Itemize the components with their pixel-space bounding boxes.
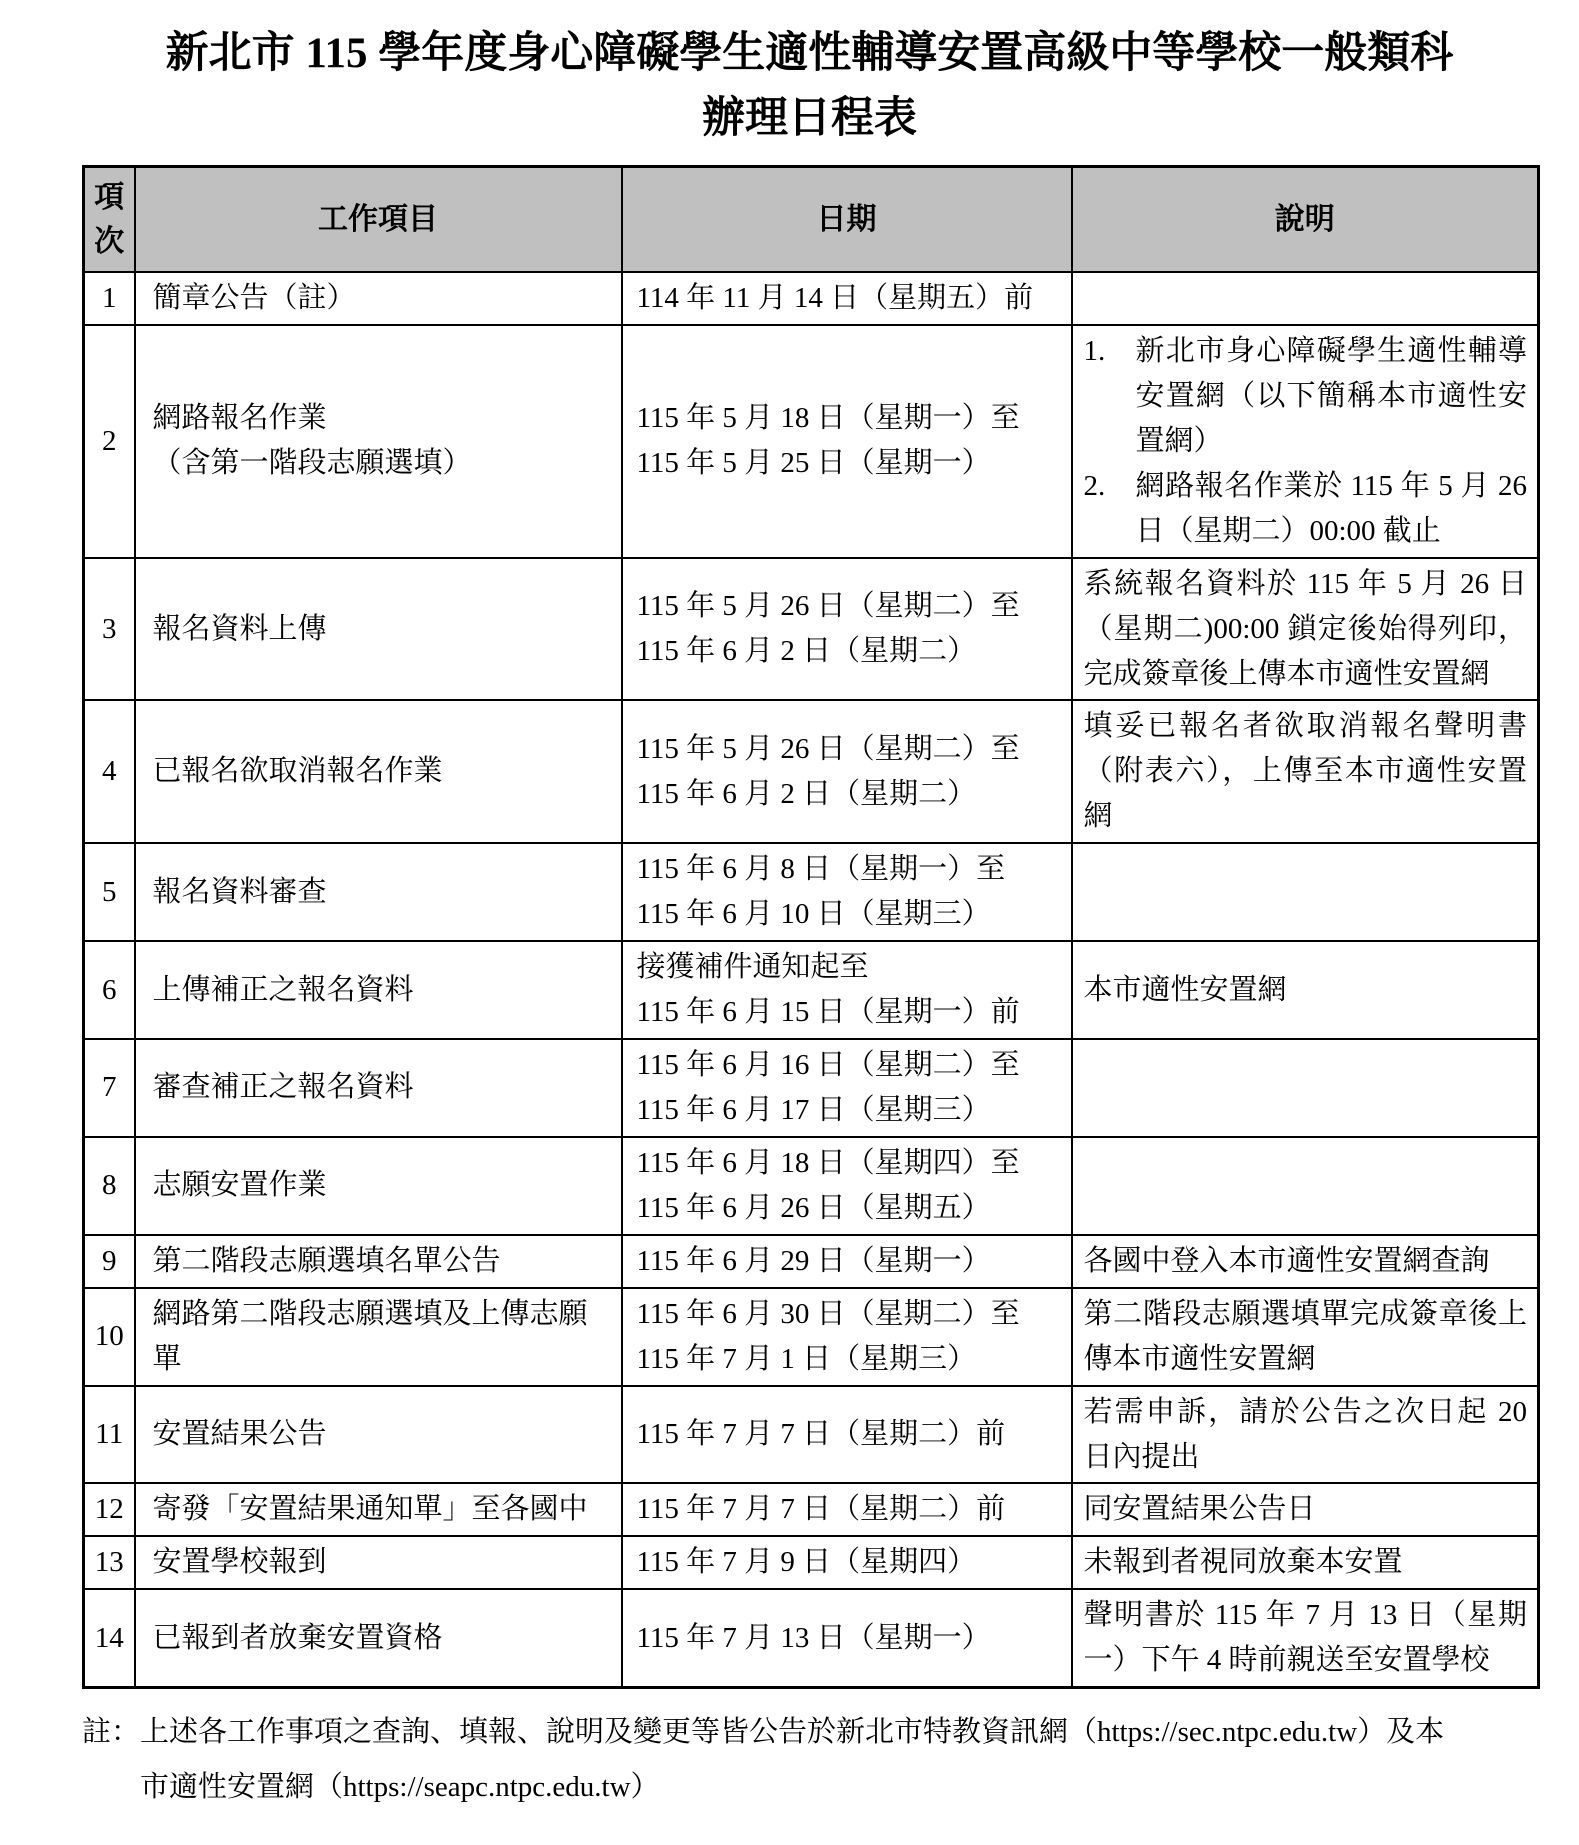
- date-line: 115 年 6 月 17 日（星期三）: [636, 1093, 991, 1126]
- note-cell: [1072, 700, 1539, 843]
- task-line: 已報名欲取消報名作業: [152, 755, 443, 788]
- date-line: 115 年 6 月 10 日（星期三）: [636, 898, 991, 931]
- date-cell: [622, 1386, 1072, 1484]
- table-row: [84, 1483, 1539, 1536]
- task-cell: [135, 1386, 622, 1484]
- table-row: [84, 325, 1539, 558]
- note-item-number: 2.: [1083, 469, 1106, 502]
- note-cell: [1072, 843, 1539, 941]
- task-line: 第二階段志願選填名單公告: [152, 1244, 501, 1277]
- note-cell: [1072, 558, 1539, 701]
- task-cell: [135, 1483, 622, 1536]
- note-cell: [1072, 1039, 1539, 1137]
- row-number-cell: 1: [84, 272, 135, 325]
- task-line: 上傳補正之報名資料: [152, 973, 414, 1006]
- task-cell: [135, 1137, 622, 1235]
- row-number-cell: 2: [84, 325, 135, 558]
- date-cell: [622, 1536, 1072, 1589]
- task-cell: [135, 1235, 622, 1288]
- date-line: 115 年 7 月 1 日（星期三）: [636, 1342, 977, 1375]
- footnote-line2: 市適性安置網（https://seapc.ntpc.edu.tw）: [140, 1771, 660, 1804]
- date-line: 115 年 5 月 25 日（星期一）: [636, 447, 991, 480]
- task-line: 報名資料上傳: [152, 612, 327, 645]
- footnote: [82, 1705, 1537, 1815]
- note-cell: [1072, 1536, 1539, 1589]
- date-line: 115 年 6 月 30 日（星期二）至: [636, 1297, 1020, 1330]
- table-row: [84, 1536, 1539, 1589]
- row-number-cell: 14: [84, 1589, 135, 1687]
- date-cell: [622, 700, 1072, 843]
- row-number-cell: 4: [84, 700, 135, 843]
- task-cell: [135, 1288, 622, 1386]
- date-line: 115 年 6 月 29 日（星期一）: [636, 1244, 991, 1277]
- task-line: 簡章公告（註）: [152, 282, 356, 314]
- table-row: [84, 1288, 1539, 1386]
- note-cell: [1072, 272, 1539, 325]
- table-row: [84, 941, 1539, 1039]
- row-number-cell: 8: [84, 1137, 135, 1235]
- date-cell: [622, 558, 1072, 701]
- note-text: 本市適性安置網: [1083, 973, 1287, 1006]
- row-number-cell: 9: [84, 1235, 135, 1288]
- task-line: 網路第二階段志願選填及上傳志願單: [152, 1297, 588, 1375]
- date-cell: [622, 272, 1072, 325]
- row-number-cell: 11: [84, 1386, 135, 1484]
- date-line: 115 年 6 月 18 日（星期四）至: [636, 1146, 1020, 1179]
- task-line: 已報到者放棄安置資格: [152, 1621, 443, 1654]
- table-row: [84, 558, 1539, 701]
- task-line: 安置結果公告: [152, 1418, 327, 1451]
- row-number-cell: 3: [84, 558, 135, 701]
- note-item-number: 1.: [1083, 334, 1106, 367]
- task-line: （含第一階段志願選填）: [152, 447, 472, 480]
- date-line: 115 年 6 月 8 日（星期一）至: [636, 853, 1006, 886]
- note-text: 若需申訴，請於公告之次日起 20 日內提出: [1083, 1395, 1527, 1473]
- task-cell: [135, 558, 622, 701]
- date-line: 115 年 5 月 26 日（星期二）至: [636, 732, 1020, 765]
- task-cell: [135, 325, 622, 558]
- column-header: 項次: [84, 167, 135, 273]
- schedule-table-body: [84, 272, 1539, 1688]
- table-header-row: [84, 167, 1539, 273]
- document-title-line2: 辦理日程表: [702, 94, 917, 142]
- note-cell: [1072, 941, 1539, 1039]
- task-line: 寄發「安置結果通知單」至各國中: [152, 1493, 588, 1526]
- date-cell: [622, 843, 1072, 941]
- date-cell: [622, 1483, 1072, 1536]
- date-line: 接獲補件通知起至: [636, 951, 869, 984]
- note-text: 第二階段志願選填單完成簽章後上傳本市適性安置網: [1083, 1297, 1527, 1375]
- date-line: 115 年 7 月 7 日（星期二）前: [636, 1418, 1006, 1451]
- note-text: 各國中登入本市適性安置網查詢: [1083, 1244, 1490, 1277]
- note-text: 聲明書於 115 年 7 月 13 日（星期一）下午 4 時前親送至安置學校: [1083, 1599, 1527, 1677]
- row-number-cell: 5: [84, 843, 135, 941]
- date-cell: [622, 1039, 1072, 1137]
- column-header: 日期: [622, 167, 1072, 273]
- task-cell: [135, 1039, 622, 1137]
- note-item-text: 網路報名作業於 115 年 5 月 26 日（星期二）00:00 截止: [1135, 469, 1527, 547]
- note-text: 填妥已報名者欲取消報名聲明書（附表六），上傳至本市適性安置網: [1083, 710, 1527, 833]
- date-cell: [622, 941, 1072, 1039]
- date-line: 115 年 7 月 7 日（星期二）前: [636, 1493, 1006, 1526]
- task-cell: [135, 1589, 622, 1687]
- date-line: 115 年 6 月 15 日（星期一）前: [636, 996, 1020, 1029]
- task-line: 安置學校報到: [152, 1546, 327, 1579]
- document-title: [82, 22, 1537, 151]
- column-header: 說明: [1072, 167, 1539, 273]
- row-number-cell: 6: [84, 941, 135, 1039]
- date-line: 115 年 5 月 26 日（星期二）至: [636, 590, 1020, 623]
- row-number-cell: 7: [84, 1039, 135, 1137]
- note-text: 未報到者視同放棄本安置: [1083, 1546, 1403, 1579]
- task-line: 志願安置作業: [152, 1169, 327, 1202]
- task-cell: [135, 941, 622, 1039]
- note-cell: [1072, 1483, 1539, 1536]
- table-row: [84, 1386, 1539, 1484]
- date-line: 114 年 11 月 14 日（星期五）前: [636, 282, 1034, 314]
- note-item-text: 新北市身心障礙學生適性輔導安置網（以下簡稱本市適性安置網）: [1135, 334, 1527, 457]
- date-line: 115 年 7 月 13 日（星期一）: [636, 1621, 991, 1654]
- row-number-cell: 12: [84, 1483, 135, 1536]
- task-cell: [135, 843, 622, 941]
- row-number-cell: 13: [84, 1536, 135, 1589]
- row-number-cell: 10: [84, 1288, 135, 1386]
- table-row: [84, 843, 1539, 941]
- note-cell: [1072, 1288, 1539, 1386]
- task-cell: [135, 272, 622, 325]
- task-cell: [135, 1536, 622, 1589]
- date-line: 115 年 7 月 9 日（星期四）: [636, 1546, 977, 1579]
- date-line: 115 年 5 月 18 日（星期一）至: [636, 402, 1020, 435]
- note-item: [1084, 329, 1528, 464]
- date-cell: [622, 1288, 1072, 1386]
- table-row: [84, 1039, 1539, 1137]
- date-cell: [622, 1235, 1072, 1288]
- note-text: 同安置結果公告日: [1083, 1493, 1316, 1526]
- note-item: [1084, 464, 1528, 554]
- date-line: 115 年 6 月 2 日（星期二）: [636, 777, 977, 810]
- task-line: 報名資料審查: [152, 875, 327, 908]
- document-title-line1: 新北市 115 學年度身心障礙學生適性輔導安置高級中等學校一般類科: [165, 30, 1454, 77]
- note-cell: [1072, 325, 1539, 558]
- schedule-table: [82, 165, 1540, 1689]
- column-header: 工作項目: [135, 167, 622, 273]
- note-cell: [1072, 1386, 1539, 1484]
- date-cell: [622, 1589, 1072, 1687]
- table-row: [84, 272, 1539, 325]
- note-cell: [1072, 1589, 1539, 1687]
- table-row: [84, 700, 1539, 843]
- task-line: 審查補正之報名資料: [152, 1071, 414, 1104]
- date-line: 115 年 6 月 26 日（星期五）: [636, 1191, 991, 1224]
- date-line: 115 年 6 月 16 日（星期二）至: [636, 1049, 1020, 1081]
- note-cell: [1072, 1137, 1539, 1235]
- table-row: [84, 1589, 1539, 1687]
- table-row: [84, 1235, 1539, 1288]
- date-cell: [622, 325, 1072, 558]
- task-cell: [135, 700, 622, 843]
- note-cell: [1072, 1235, 1539, 1288]
- note-text: 系統報名資料於 115 年 5 月 26 日（星期二)00:00 鎖定後始得列印，完成簽章後上傳本市適性安置網: [1083, 567, 1527, 690]
- task-line: 網路報名作業: [152, 402, 327, 435]
- footnote-line1: 註：上述各工作事項之查詢、填報、說明及變更等皆公告於新北市特教資訊網（https://sec.ntpc.edu.tw）及本: [82, 1716, 1445, 1749]
- date-cell: [622, 1137, 1072, 1235]
- date-line: 115 年 6 月 2 日（星期二）: [636, 635, 977, 668]
- table-row: [84, 1137, 1539, 1235]
